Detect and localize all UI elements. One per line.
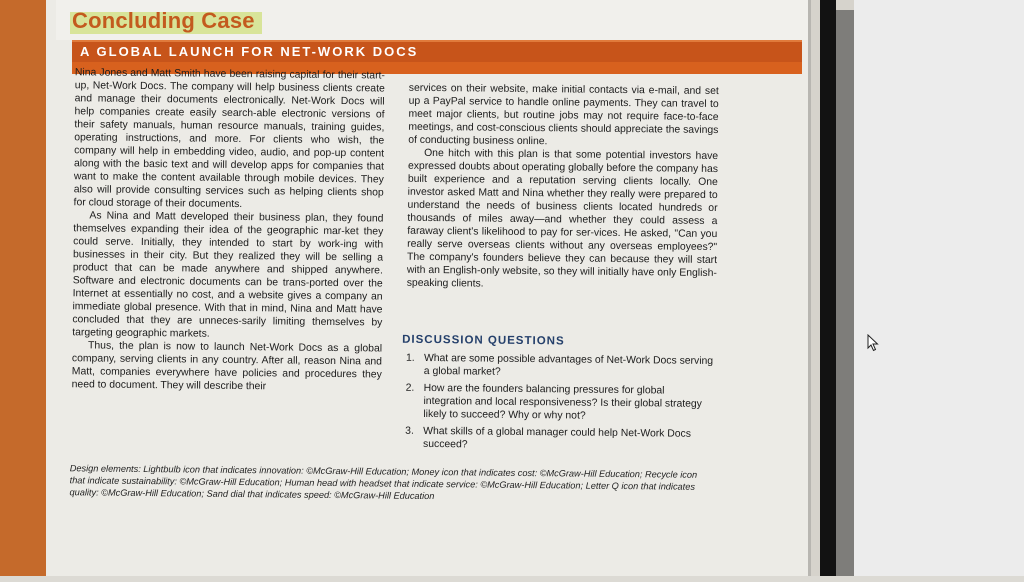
- paragraph: As Nina and Matt developed their business plan, they found themselves expanding their idea of the geographic mar-ket they could serve. Initially, they intended to start by work-ing with businesses in their city. But they realized they will be selling a product that can be made anywhere and shipped anywhere. Software and electronic documents can be trans-ported over the Internet at essentially no cost, and a website gives a company an immediate global presence. With that in mind, Nina and Matt have concluded that they are unneces-sarily limiting themselves by targeting geographic markets.: [72, 210, 384, 340]
- question-item: [403, 425, 713, 454]
- paragraph: One hitch with this plan is that some potential investors have expressed doubts about operating globally before the company has built experience and a reputation serving clients locally. One investor asked Matt and Nina whether they really were prepared to understand the needs of business clients located hundreds or thousands of miles away—and whether they could assess a faraway client's likelihood to pay for ser-vices. He asked, "Can you really serve overseas clients without any overseas employees?" The company's founders believe they can because they will start with an English-only website, so they will initially have only English-speaking clients.: [406, 147, 719, 290]
- paragraph: Thus, the plan is now to launch Net-Work Docs as a global company, serving clients in any country. After all, reason Nina and Matt, companies everywhere have policies and procedures they need to document. They will describe their: [71, 340, 383, 393]
- discussion-questions: [403, 352, 714, 458]
- paragraph: services on their website, make initial contacts via e-mail, and set up a PayPal service to handle online payments. They can travel to meet major clients, but routine jobs may not require face-to-face meetings, and cost-conscious clients should appreciate the savings of conducting business online.: [408, 82, 719, 148]
- question-item: [404, 352, 714, 381]
- question-text: How are the founders balancing pressures for global integration and local responsiveness? Is their global strategy likely to succeed? Why or why not?: [423, 382, 702, 422]
- paragraph: Nina Jones and Matt Smith have been raising capital for their start-up, Net-Work Docs. The company will help business clients create and manage their documents electronically. Net-Work Docs will help companies create easily search-able electronic versions of their safety manuals, human resource manuals, training guides, operating instructions, and more. For clients who wish, the company will help in embedding video, audio, and pop-up content along with the basic text and will develop apps for companies that want to make the content available through mobile devices. They also will provide consulting services such as helping clients shop for cloud storage of their documents.: [73, 67, 385, 211]
- case-title: Concluding Case: [72, 8, 255, 33]
- case-subtitle: A GLOBAL LAUNCH FOR NET-WORK DOCS: [80, 44, 419, 59]
- right-column: [406, 82, 719, 329]
- discussion-heading: DISCUSSION QUESTIONS: [402, 333, 565, 348]
- question-item: [403, 382, 713, 424]
- question-number: 3.: [405, 425, 414, 437]
- question-text: What skills of a global manager could help Net-Work Docs succeed?: [423, 425, 692, 451]
- question-number: 1.: [405, 352, 415, 364]
- left-column: [71, 66, 385, 459]
- question-number: 2.: [405, 382, 415, 394]
- design-credits: Design elements: Lightbulb icon that indicates innovation: ©McGraw-Hill Education; Money icon that indicates cost: ©McGraw-Hill Education; Recycle icon that indicate sustainability: ©McGraw-Hill Education; Human head with headset that indicate service: ©McGraw-Hill Education; Letter Q icon that indicates quality: ©McGraw-Hill Education; Sand dial that indicates speed: ©McGraw-Hill Education: [69, 463, 698, 502]
- question-text: What are some possible advantages of Net-Work Docs serving a global market?: [423, 352, 714, 378]
